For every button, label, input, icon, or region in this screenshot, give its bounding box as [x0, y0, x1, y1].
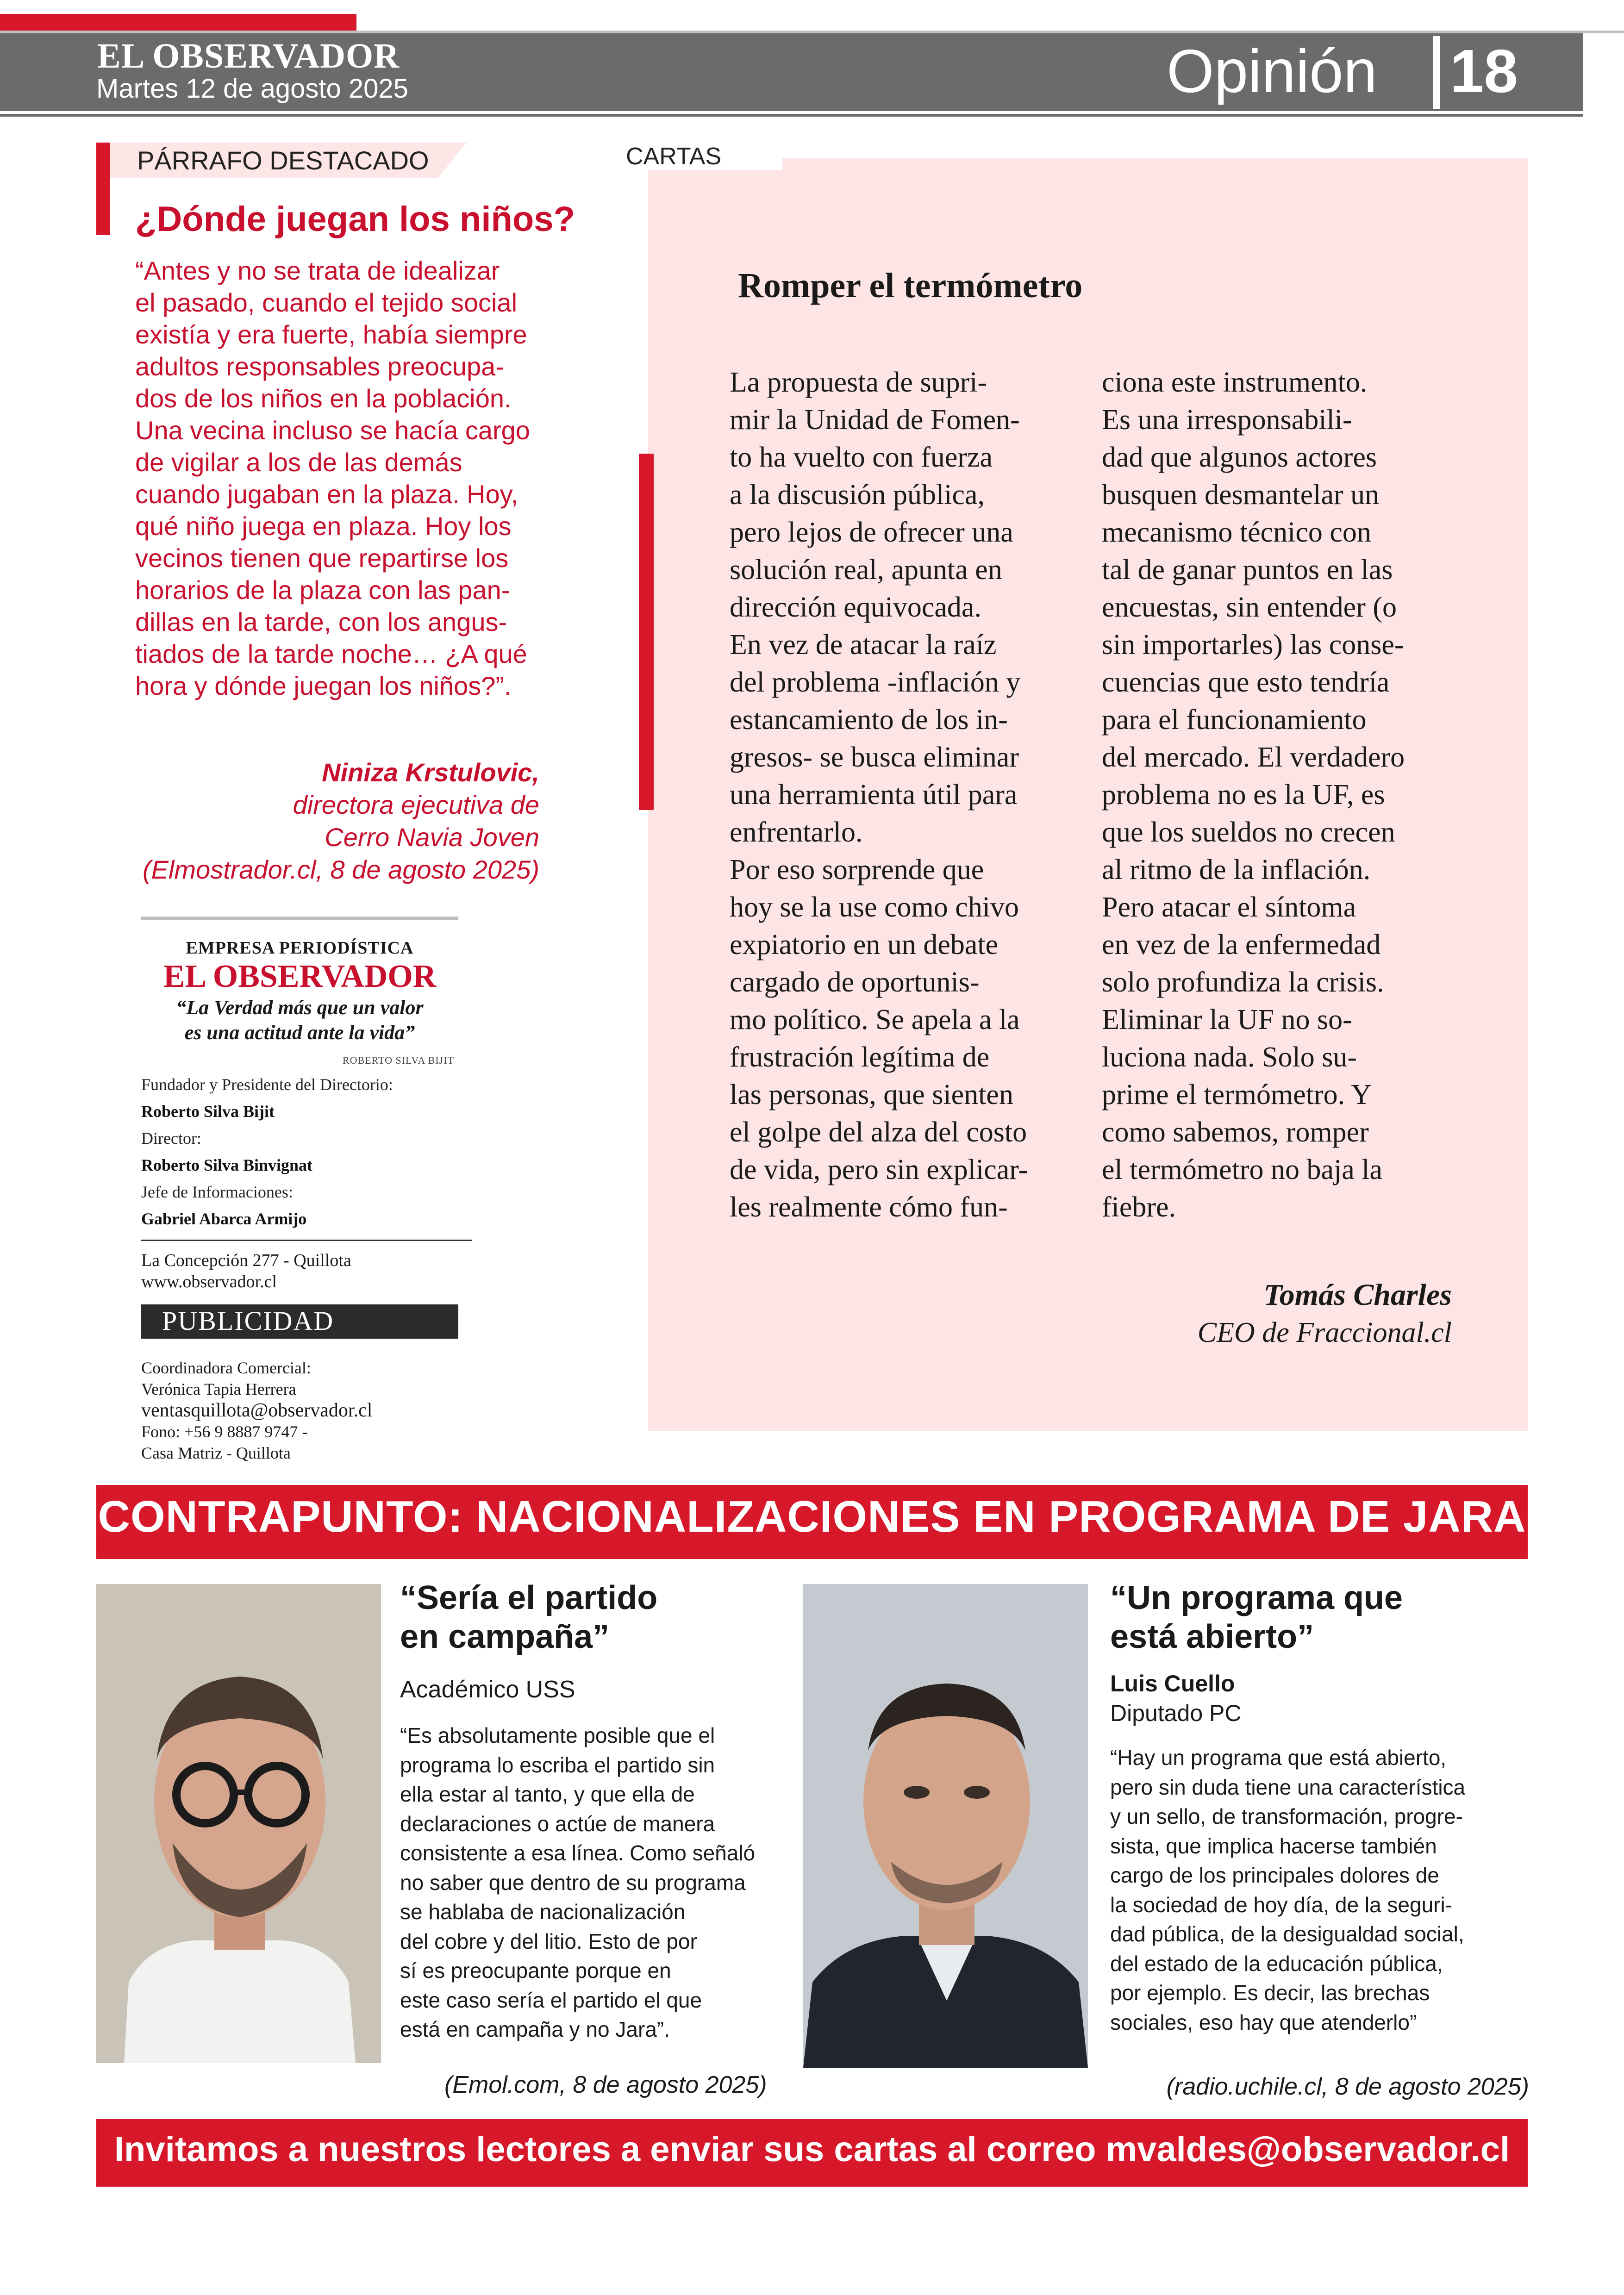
masthead-rule [141, 917, 458, 920]
masthead-address: La Concepción 277 - Quillota www.observador.cl [141, 1251, 351, 1291]
letter-author-role: CEO de Fraccional.cl [1197, 1317, 1452, 1348]
staff-label: Jefe de Informaciones: [141, 1183, 293, 1201]
featured-accent-bar [96, 143, 110, 235]
paper-name: EL OBSERVADOR [97, 37, 400, 75]
letter-column-2: ciona este instrumento. Es una irresponsabili- dad que algunos actores busquen desmantelar un mecanismo técnico con tal de ganar puntos en las encuestas, sin entender (o sin importarles) las conse- cuencias que esto tendría para el funcionamiento del mercado. El verdadero problema no es la UF, es que los sueldos no crecen al ritmo de la inflación. Pero atacar el síntoma en vez de la enfermedad solo profundiza la crisis. Eliminar la UF no so- luciona nada. Solo su- prime el termómetro. Y como sabemos, romper el termómetro no baja la fiebre. [1102, 367, 1405, 1223]
masthead-motto-author: ROBERTO SILVA BIJIT [343, 1054, 454, 1066]
letter-accent-bar [639, 454, 654, 810]
contrapunto-right-source: (radio.uchile.cl, 8 de agosto 2025) [1166, 2073, 1529, 2100]
paper-date: Martes 12 de agosto 2025 [96, 74, 408, 104]
masthead-company: EMPRESA PERIODÍSTICA [186, 938, 414, 958]
contrapunto-right-role: Diputado PC [1110, 1700, 1242, 1726]
featured-author-role: directora ejecutiva de Cerro Navia Joven (Elmostrador.cl, 8 de agosto 2025) [142, 790, 539, 884]
contrapunto-right-title: “Un programa que está abierto” [1110, 1579, 1403, 1655]
contact-line: Casa Matriz - Quillota [141, 1444, 291, 1462]
featured-body: “Antes y no se trata de idealizar el pasado, cuando el tejido social existía y era fuerte, había siempre adultos responsables preocupa- dos de los niños en la población. Una vecina incluso se hacía cargo de vigilar a los de las demás cuando jugaban en la plaza. Hoy, qué niño juega en plaza. Hoy los vecinos tienen que repartirse los horarios de la plaza con las pan- dillas en la tarde, con los angus- tiados de la tarde noche… ¿A qué hora y dónde juegan los niños?”. [135, 256, 530, 700]
letter-kicker: CARTAS [626, 143, 722, 170]
contrapunto-left-title: “Sería el partido en campaña” [400, 1579, 658, 1655]
contact-line: Coordinadora Comercial: [141, 1359, 311, 1377]
letter-author: Tomás Charles [1263, 1278, 1452, 1312]
masthead-divider [141, 1240, 472, 1241]
contrapunto-right-body: “Hay un programa que está abierto, pero sin duda tiene una característica y un sello, de transformación, progre- sista, que implica hacerse también cargo de los principales dolores de la sociedad de hoy día, de la seguri- dad pública, de la desigualdad social, del estado de la educación pública, por ejemplo. Es decir, las brechas sociales, eso hay que atenderlo” [1110, 1746, 1466, 2034]
footer-invitation: Invitamos a nuestros lectores a enviar sus cartas al correo mvaldes@observador.cl [114, 2130, 1510, 2169]
portrait-left-illustration [96, 1584, 381, 2063]
staff-name: Roberto Silva Binvignat [141, 1156, 313, 1174]
section-title: Opinión [1167, 37, 1377, 105]
staff-name: Roberto Silva Bijit [141, 1102, 275, 1121]
contrapunto-left-role: Académico USS [400, 1676, 575, 1703]
masthead-name: EL OBSERVADOR [163, 959, 437, 994]
portrait-right-illustration [803, 1584, 1088, 2068]
featured-title: ¿Dónde juegan los niños? [135, 200, 575, 239]
portrait-photo-right [803, 1584, 1088, 2068]
contact-line: Fono: +56 9 8887 9747 - [141, 1422, 308, 1441]
contrapunto-right-name: Luis Cuello [1110, 1671, 1235, 1696]
letter-title: Romper el termómetro [738, 266, 1083, 305]
staff-label: Fundador y Presidente del Directorio: [141, 1075, 393, 1094]
contact-line: Verónica Tapia Herrera [141, 1380, 296, 1398]
contrapunto-left-body: “Es absolutamente posible que el programa lo escriba el partido sin ella estar al tanto, y que ella de declaraciones o actúe de manera consistente a esa línea. Como señaló no saber que dentro de su programa se hablaba de nacionalización del cobre y del litio. Esto de por sí es preocupante porque en este caso sería el partido el que está en campaña y no Jara”. [400, 1723, 756, 2041]
featured-author: Niniza Krstulovic, [322, 758, 539, 787]
staff-label: Director: [141, 1129, 201, 1148]
header-rule [0, 114, 1583, 117]
page-number: 18 [1450, 37, 1518, 105]
contrapunto-title: CONTRAPUNTO: NACIONALIZACIONES EN PROGRAMA DE JARA [98, 1492, 1526, 1541]
letter-column-1: La propuesta de supri- mir la Unidad de Fomen- to ha vuelto con fuerza a la discusión pública, pero lejos de ofrecer una solución real, apunta en dirección equivocada. En vez de atacar la raíz del problema -inflación y estancamiento de los in- gresos- se busca eliminar una herramienta útil para enfrentarlo. Por eso sorprende que hoy se la use como chivo expiatorio en un debate cargado de oportunis- mo político. Se apela a la frustración legítima de las personas, que sienten el golpe del alza del costo de vida, pero sin explicar- les realmente cómo fun- [730, 367, 1028, 1223]
publicidad-label: PUBLICIDAD [162, 1306, 334, 1336]
contact-email[interactable]: ventasquillota@observador.cl [141, 1400, 373, 1421]
portrait-photo-left [96, 1584, 381, 2063]
staff-name: Gabriel Abarca Armijo [141, 1210, 307, 1228]
contrapunto-left-source: (Emol.com, 8 de agosto 2025) [444, 2071, 767, 2098]
masthead-motto: “La Verdad más que un valor es una actitud ante la vida” [176, 996, 424, 1044]
publicidad-contact [141, 1357, 372, 1464]
page-number-divider [1433, 36, 1440, 109]
top-red-accent [0, 14, 356, 31]
featured-kicker: PÁRRAFO DESTACADO [137, 146, 429, 175]
